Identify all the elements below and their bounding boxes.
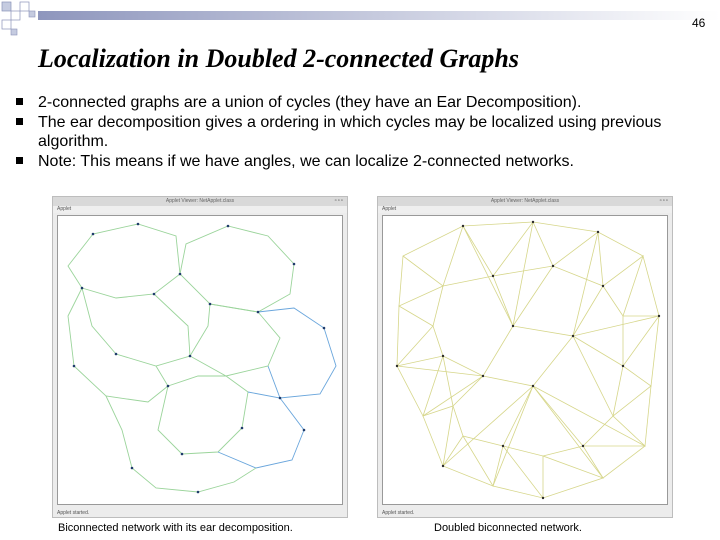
window-title: Applet Viewer: NetApplet.class [378, 197, 672, 206]
window-controls-icon: ▫▫▫ [334, 198, 344, 204]
corner-decoration [0, 0, 720, 40]
slide-title: Localization in Doubled 2-connected Graphs [38, 44, 520, 73]
bullet-list [16, 93, 716, 172]
graph-canvas-doubled [382, 215, 668, 505]
bullet-item [16, 152, 716, 171]
applet-status: Applet started. [57, 510, 90, 516]
window-title: Applet Viewer: NetApplet.class [53, 197, 347, 206]
right-applet-screenshot [377, 196, 673, 518]
window-controls-icon: ▫▫▫ [659, 198, 669, 204]
bullet-text: 2-connected graphs are a union of cycles (they have an Ear Decomposition). [38, 94, 582, 111]
right-caption: Doubled biconnected network. [434, 522, 582, 534]
applet-menu[interactable]: Applet [378, 206, 672, 213]
bullet-text: Note: This means if we have angles, we can localize 2-connected networks. [38, 153, 574, 170]
bullet-square-icon [16, 157, 23, 164]
left-caption: Biconnected network with its ear decomposition. [58, 522, 293, 534]
bullet-text: The ear decomposition gives a ordering in which cycles may be localized using previous algorithm. [38, 114, 662, 150]
slide-number: 46 [692, 16, 706, 30]
bullet-item [16, 113, 716, 151]
graph-canvas-ear-decomposition [57, 215, 343, 505]
applet-status: Applet started. [382, 510, 415, 516]
bullet-square-icon [16, 118, 23, 125]
left-applet-screenshot [52, 196, 348, 518]
bullet-item [16, 93, 716, 112]
bullet-square-icon [16, 98, 23, 105]
applet-menu[interactable]: Applet [53, 206, 347, 213]
